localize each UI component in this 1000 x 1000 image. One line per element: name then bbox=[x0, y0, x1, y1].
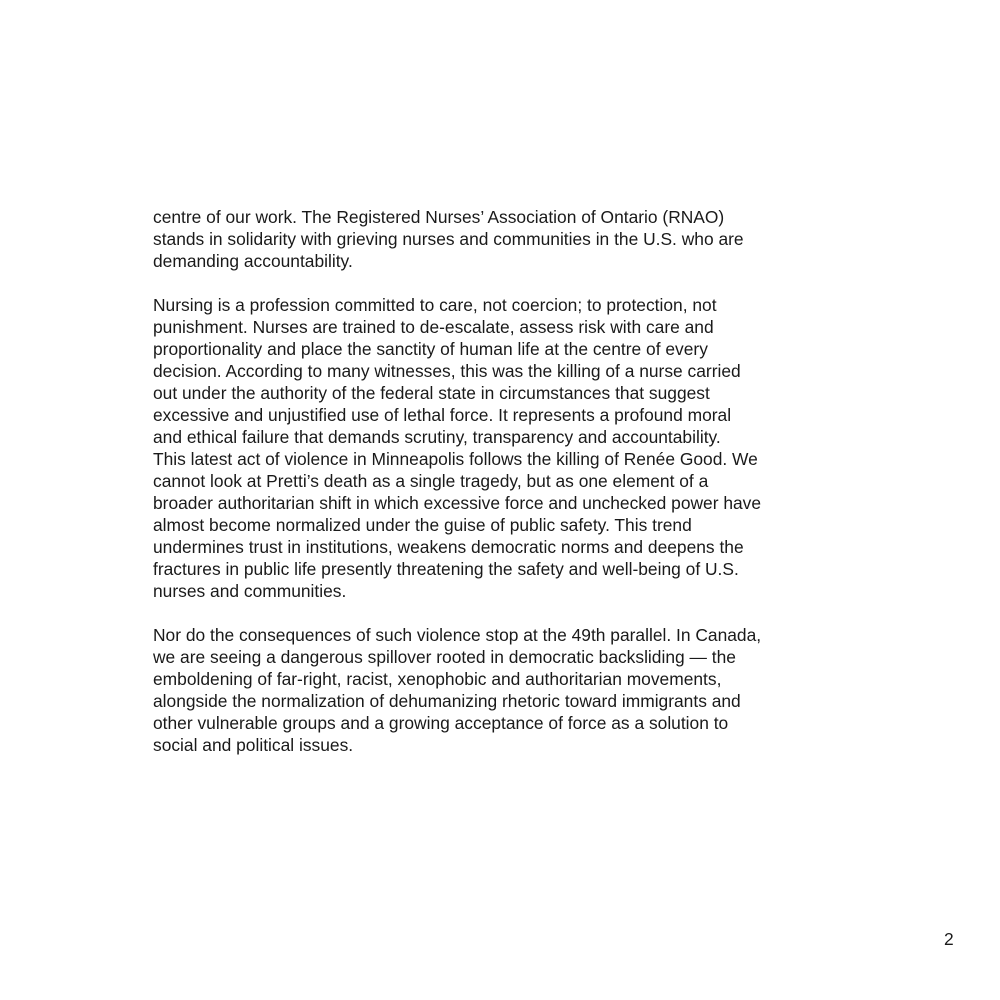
paragraph-3 bbox=[153, 624, 853, 756]
text-line: we are seeing a dangerous spillover rooted in democratic backsliding — the bbox=[153, 647, 736, 667]
text-line: almost become normalized under the guise of public safety. This trend bbox=[153, 515, 692, 535]
document-body bbox=[153, 206, 853, 778]
text-line: nurses and communities. bbox=[153, 581, 347, 601]
text-line: social and political issues. bbox=[153, 735, 354, 755]
text-line: alongside the normalization of dehumanizing rhetoric toward immigrants and bbox=[153, 691, 741, 711]
text-line: out under the authority of the federal state in circumstances that suggest bbox=[153, 383, 710, 403]
text-line: cannot look at Pretti’s death as a single tragedy, but as one element of a bbox=[153, 471, 709, 491]
text-line: decision. According to many witnesses, this was the killing of a nurse carried bbox=[153, 361, 741, 381]
text-line: stands in solidarity with grieving nurses and communities in the U.S. who are bbox=[153, 229, 744, 249]
text-line: undermines trust in institutions, weakens democratic norms and deepens the bbox=[153, 537, 744, 557]
text-line: centre of our work. The Registered Nurses’ Association of Ontario (RNAO) bbox=[153, 207, 725, 227]
text-line: broader authoritarian shift in which excessive force and unchecked power have bbox=[153, 493, 762, 513]
text-line: emboldening of far-right, racist, xenophobic and authoritarian movements, bbox=[153, 669, 722, 689]
text-line: fractures in public life presently threatening the safety and well-being of U.S. bbox=[153, 559, 739, 579]
paragraph-2 bbox=[153, 294, 853, 602]
text-line: and ethical failure that demands scrutiny, transparency and accountability. bbox=[153, 427, 721, 447]
text-line: punishment. Nurses are trained to de-escalate, assess risk with care and bbox=[153, 317, 714, 337]
text-line: Nursing is a profession committed to care, not coercion; to protection, not bbox=[153, 295, 717, 315]
page-number: 2 bbox=[944, 929, 954, 949]
text-line: Nor do the consequences of such violence stop at the 49th parallel. In Canada, bbox=[153, 625, 762, 645]
text-line: other vulnerable groups and a growing acceptance of force as a solution to bbox=[153, 713, 729, 733]
text-line: This latest act of violence in Minneapolis follows the killing of Renée Good. We bbox=[153, 449, 758, 469]
text-line: proportionality and place the sanctity of human life at the centre of every bbox=[153, 339, 708, 359]
text-line: demanding accountability. bbox=[153, 251, 353, 271]
text-line: excessive and unjustified use of lethal force. It represents a profound moral bbox=[153, 405, 732, 425]
paragraph-1 bbox=[153, 206, 853, 272]
